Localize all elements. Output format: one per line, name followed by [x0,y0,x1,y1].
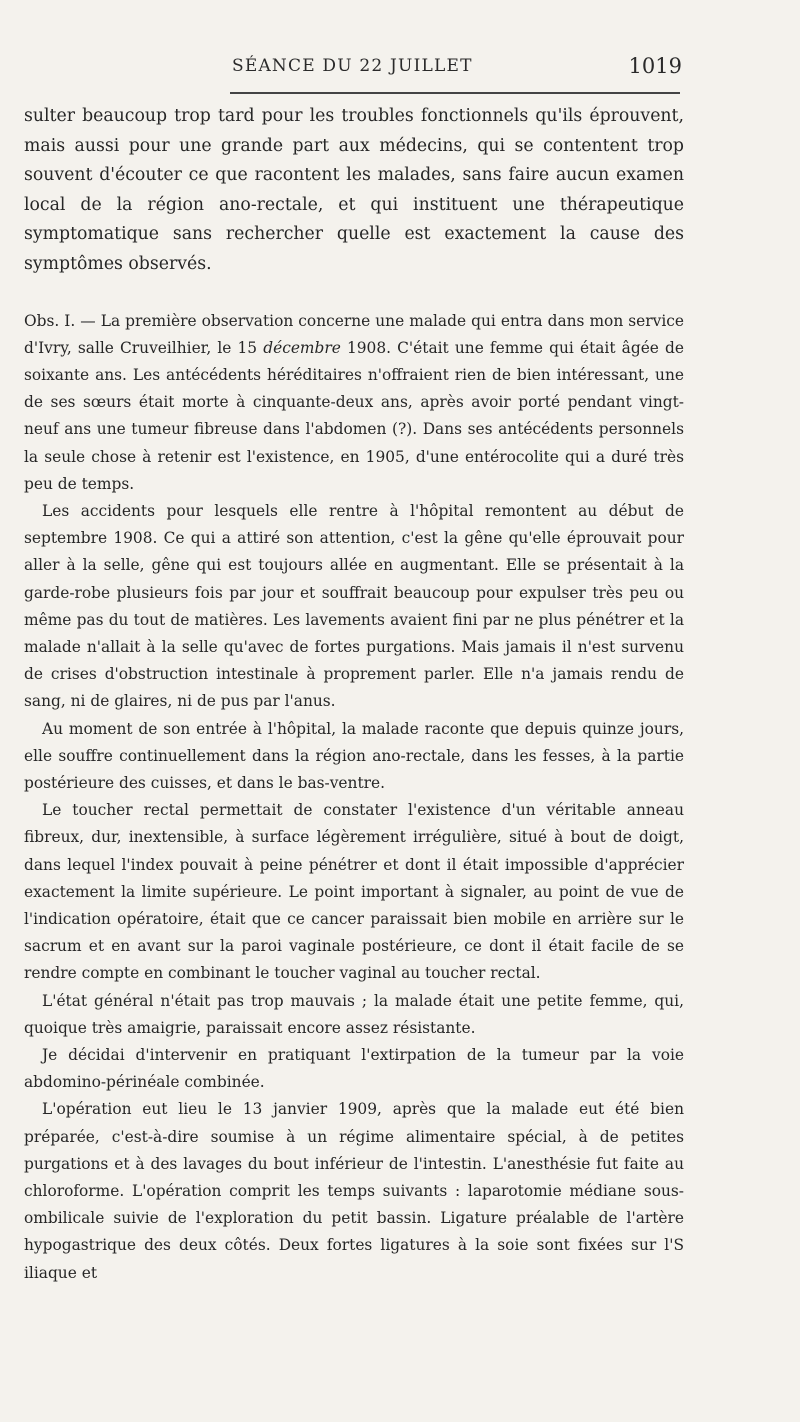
running-title: SÉANCE DU 22 JUILLET [232,56,473,76]
observation-paragraph-2: Les accidents pour lesquels elle rentre à l'hôpital remontent au début de septembre 1908. Ce qui a attiré son attention, c'est la gêne qu'elle éprouvait pour aller à la selle, gêne qui est toujours allée en augmentant. Elle se présentait à la garde-robe plusieurs fois par jour et souffrait beaucoup pour expulser très peu ou même pas du tout de matières. Les lavements avaient fini par ne plus pénétrer et la malade n'allait à la selle qu'avec de fortes purgations. Mais jamais il n'est survenu de crises d'obstruction intestinale à proprement parler. Elle n'a jamais rendu de sang, ni de glaires, ni de pus par l'anus. [24,501,684,711]
observation-date-month: décembre [263,338,341,357]
observation-paragraph-4: Le toucher rectal permettait de constater l'existence d'un véritable anneau fibreux, dur, inextensible, à surface légèrement irrégulière, situé à bout de doigt, dans lequel l'index pouvait à peine pénétrer et dont il était impossible d'apprécier exactement la limite supérieure. Le point important à signaler, au point de vue de l'indication opératoire, était que ce cancer paraissait bien mobile en arrière sur le sacrum et en avant sur la paroi vaginale postérieure, ce dont il était facile de se rendre compte en combinant le toucher vaginal au toucher rectal. [24,801,684,983]
observation-paragraph-5: L'état général n'était pas trop mauvais ; la malade était une petite femme, qui, quoique très amaigrie, paraissait encore assez résistante. [24,991,684,1037]
intro-paragraph: sulter beaucoup trop tard pour les troubles fonctionnels qu'ils éprouvent, mais aussi pour une grande part aux médecins, qui se contentent trop souvent d'écouter ce que racontent les malades, sans faire aucun examen local de la région ano-rectale, et qui instituent une thérapeutique symptomatique sans rechercher quelle est exactement la cause des symptômes observés. [24,106,684,274]
header-rule [230,92,680,94]
observation-text-before-date: La première observation concerne une malade qui entra dans mon service d'Ivry, salle Cruveilhier, le 15 [24,311,684,357]
observation-paragraph-6: Je décidai d'intervenir en pratiquant l'extirpation de la tumeur par la voie abdomino-périnéale combinée. [24,1046,684,1092]
page-header [0,50,800,82]
observation-text-after-date: 1908. C'était une femme qui était âgée de soixante ans. Les antécédents héréditaires n'offraient rien de bien intéressant, une de ses sœurs était morte à cinquante-deux ans, après avoir porté pendant vingt-neuf ans une tumeur fibreuse dans l'abdomen (?). Dans ses antécédents personnels la seule chose à retenir est l'existence, en 1905, d'une entérocolite qui a duré très peu de temps. [24,338,684,493]
body-text [24,102,684,1287]
observation-lead: Obs. I. — [24,311,101,330]
section-gap [24,280,684,308]
observation-paragraph-3: Au moment de son entrée à l'hôpital, la malade raconte que depuis quinze jours, elle souffre continuellement dans la région ano-rectale, dans les fesses, à la partie postérieure des cuisses, et dans le bas-ventre. [24,719,684,793]
observation-paragraph-1 [24,308,684,498]
observation-paragraph-7: L'opération eut lieu le 13 janvier 1909, après que la malade eut été bien préparée, c'est-à-dire soumise à un régime alimentaire spécial, à de petites purgations et à des lavages du bout inférieur de l'intestin. L'anesthésie fut faite au chloroforme. L'opération comprit les temps suivants : laparotomie médiane sous-ombilicale suivie de l'exploration du petit bassin. Ligature préalable de l'artère hypogastrique des deux côtés. Deux fortes ligatures à la soie sont fixées sur l'S iliaque et [24,1100,684,1282]
page-number: 1019 [628,54,682,78]
observation-section [24,308,684,1287]
